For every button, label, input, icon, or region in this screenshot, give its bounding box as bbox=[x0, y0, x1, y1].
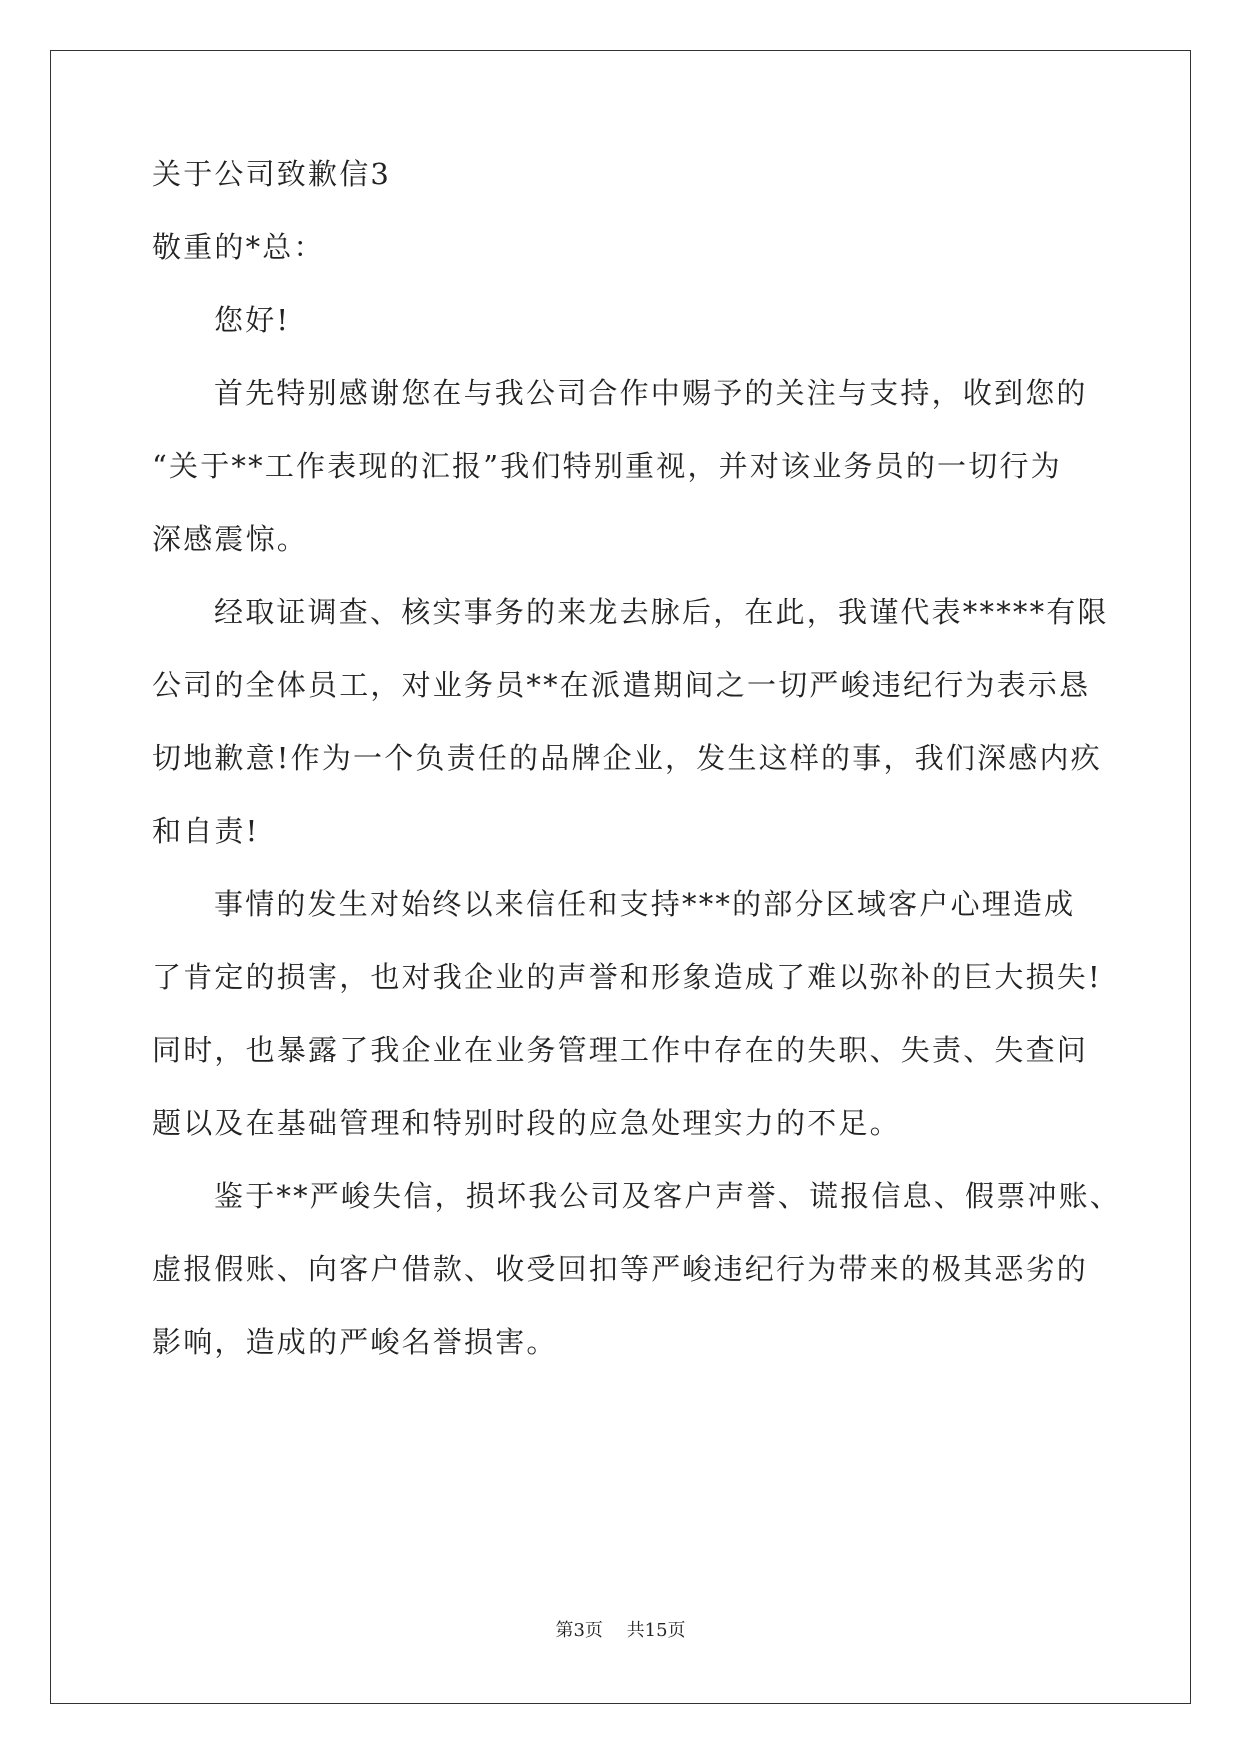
paragraph-3-line-1: 事情的发生对始终以来信任和支持***的部分区域客户心理造成 bbox=[214, 887, 1076, 921]
paragraph-1-line-1: 首先特别感谢您在与我公司合作中赐予的关注与支持，收到您的 bbox=[214, 376, 1088, 410]
paragraph-2-line-3: 切地歉意!作为一个负责任的品牌企业，发生这样的事，我们深感内疚 bbox=[152, 741, 1102, 775]
paragraph-3-line-4: 题以及在基础管理和特别时段的应急处理实力的不足。 bbox=[152, 1106, 901, 1140]
page-number-total: 共15页 bbox=[626, 1620, 686, 1641]
paragraph-2-line-4: 和自责! bbox=[152, 814, 260, 848]
page-border bbox=[50, 50, 1191, 1704]
paragraph-3-line-2: 了肯定的损害，也对我企业的声誉和形象造成了难以弥补的巨大损失! bbox=[152, 960, 1102, 994]
paragraph-2-line-1: 经取证调查、核实事务的来龙去脉后，在此，我谨代表*****有限 bbox=[214, 595, 1109, 629]
document-title: 关于公司致歉信3 bbox=[152, 157, 392, 191]
page-footer bbox=[0, 1620, 1241, 1642]
paragraph-3-line-3: 同时，也暴露了我企业在业务管理工作中存在的失职、失责、失查问 bbox=[152, 1033, 1089, 1067]
paragraph-1-line-2: “关于**工作表现的汇报”我们特别重视，并对该业务员的一切行为 bbox=[152, 449, 1062, 483]
paragraph-1-line-3: 深感震惊。 bbox=[152, 522, 309, 556]
paragraph-4-line-2: 虚报假账、向客户借款、收受回扣等严峻违纪行为带来的极其恶劣的 bbox=[152, 1252, 1089, 1286]
paragraph-4-line-1: 鉴于**严峻失信，损坏我公司及客户声誉、谎报信息、假票冲账、 bbox=[214, 1179, 1122, 1213]
page-number-current: 第3页 bbox=[555, 1620, 603, 1641]
paragraph-2-line-2: 公司的全体员工，对业务员**在派遣期间之一切严峻违纪行为表示恳 bbox=[152, 668, 1091, 702]
paragraph-4-line-3: 影响，造成的严峻名誉损害。 bbox=[152, 1325, 558, 1359]
greeting: 您好! bbox=[214, 303, 291, 337]
salutation: 敬重的*总： bbox=[152, 230, 325, 264]
